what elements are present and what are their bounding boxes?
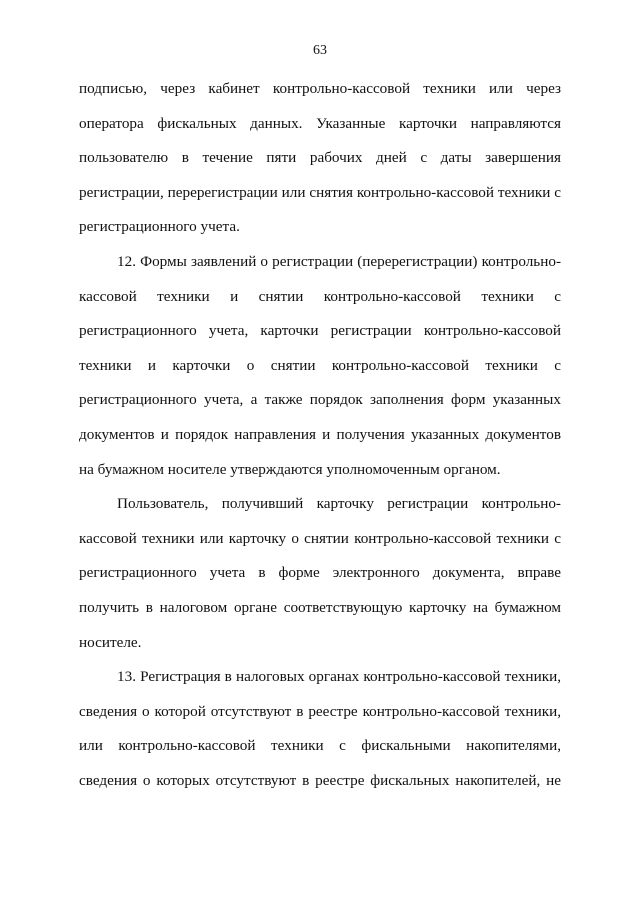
text-line: регистрации, перерегистрации или снятия контрольно-кассовой техники с — [79, 183, 561, 201]
paragraph-4 — [79, 660, 561, 798]
text-line: на бумажном носителе утверждаются уполномоченным органом. — [79, 460, 501, 478]
text-line: документов и порядок направления и получения указанных документов — [79, 425, 561, 443]
text-line: или контрольно-кассовой техники с фискальными накопителями, — [79, 737, 561, 755]
text-line: сведения о которых отсутствуют в реестре фискальных накопителей, не — [79, 771, 561, 789]
text-line: регистрационного учета, карточки регистрации контрольно-кассовой — [79, 322, 561, 340]
text-line: получить в налоговом органе соответствующую карточку на бумажном — [79, 598, 561, 616]
text-line: Пользователь, получивший карточку регистрации контрольно- — [117, 495, 561, 513]
text-line: оператора фискальных данных. Указанные карточки направляются — [79, 114, 561, 132]
text-line: регистрационного учета. — [79, 218, 240, 236]
text-line: кассовой техники или карточку о снятии контрольно-кассовой техники с — [79, 529, 561, 547]
text-line: техники и карточки о снятии контрольно-кассовой техники с — [79, 356, 561, 374]
text-line: кассовой техники и снятии контрольно-кассовой техники с — [79, 287, 561, 305]
paragraph-2 — [79, 245, 561, 487]
paragraph-1 — [79, 72, 561, 245]
text-line: сведения о которой отсутствуют в реестре контрольно-кассовой техники, — [79, 702, 561, 720]
text-line: пользователю в течение пяти рабочих дней с даты завершения — [79, 149, 561, 167]
paragraph-3 — [79, 487, 561, 660]
text-line: регистрационного учета в форме электронного документа, вправе — [79, 564, 561, 582]
page-number: 63 — [313, 43, 327, 58]
text-line: 12. Формы заявлений о регистрации (перерегистрации) контрольно- — [117, 252, 561, 270]
text-line: носителе. — [79, 633, 142, 651]
text-line: регистрационного учета, а также порядок заполнения форм указанных — [79, 391, 561, 409]
text-line: подписью, через кабинет контрольно-кассовой техники или через — [79, 80, 561, 97]
body-text — [79, 72, 561, 798]
text-line: 13. Регистрация в налоговых органах контрольно-кассовой техники, — [117, 668, 561, 686]
